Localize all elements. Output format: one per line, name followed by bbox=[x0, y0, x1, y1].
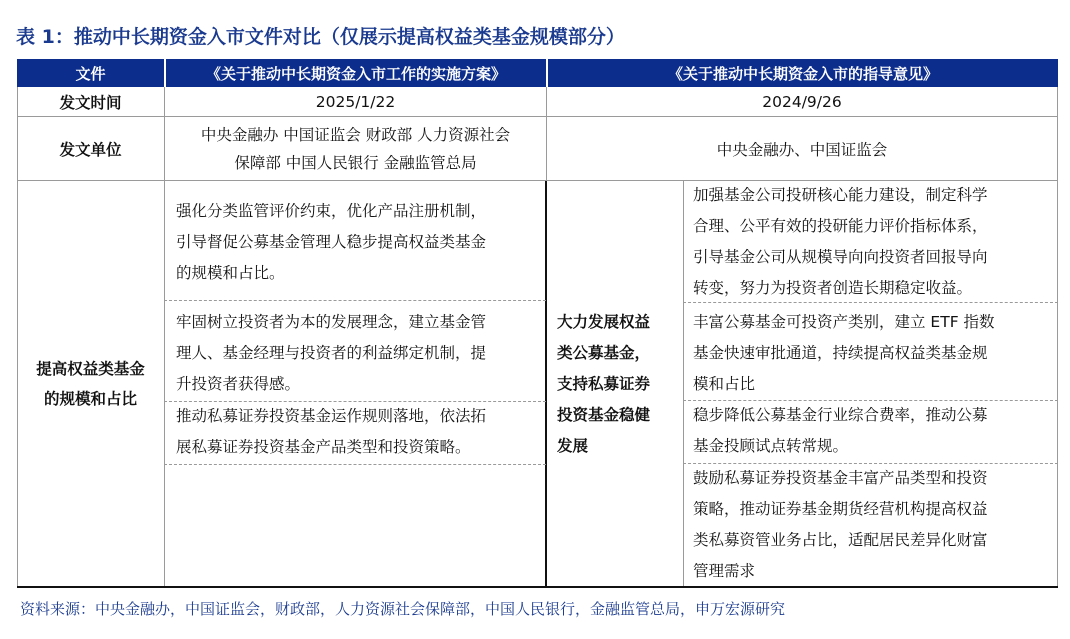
header-col-plan: 《关于推动中长期资金入市工作的实施方案》 bbox=[166, 59, 546, 87]
row-divider-dashed bbox=[164, 300, 546, 301]
plan-issuer-line: 中央金融办 中国证监会 财政部 人力资源社会 bbox=[200, 125, 511, 144]
row-divider-dashed bbox=[164, 464, 546, 465]
opinion-sublabel bbox=[557, 307, 677, 462]
source-note: 资料来源：中央金融办，中国证监会，财政部，人力资源社会保障部，中国人民银行，金融监管总局，申万宏源研究 bbox=[20, 600, 786, 618]
plan-item-2 bbox=[176, 307, 546, 400]
text-line: 理人、基金经理与投资者的利益绑定机制，提 bbox=[176, 344, 487, 362]
topic-label-line: 提高权益类基金 bbox=[36, 359, 145, 378]
header-col-opinion: 《关于推动中长期资金入市的指导意见》 bbox=[548, 59, 1058, 87]
text-line: 升投资者获得感。 bbox=[176, 375, 301, 393]
text-line: 强化分类监管评价约束，优化产品注册机制， bbox=[176, 202, 487, 220]
opinion-item-2 bbox=[693, 307, 1057, 400]
text-line: 稳步降低公募基金行业综合费率，推动公募 bbox=[693, 406, 988, 424]
opinion-item-4 bbox=[693, 463, 1057, 587]
row-label-topic bbox=[17, 181, 164, 586]
sublabel-line: 发展 bbox=[557, 437, 589, 455]
plan-item-1 bbox=[176, 196, 546, 289]
text-line: 引导督促公募基金管理人稳步提高权益类基金 bbox=[176, 233, 487, 251]
table-right-border bbox=[1057, 87, 1058, 587]
text-line: 转变，努力为投资者创造长期稳定收益。 bbox=[693, 279, 973, 297]
sublabel-line: 支持私募证券 bbox=[557, 375, 651, 393]
header-col-file: 文件 bbox=[17, 59, 164, 87]
text-line: 基金快速审批通道，持续提高权益类基金规 bbox=[693, 344, 988, 362]
text-line: 策略，推动证券基金期货经营机构提高权益 bbox=[693, 500, 988, 518]
plan-issuer bbox=[165, 117, 546, 180]
text-line: 模和占比 bbox=[693, 375, 756, 393]
text-line: 牢固树立投资者为本的发展理念，建立基金管 bbox=[176, 313, 487, 331]
topic-label-line: 的规模和占比 bbox=[43, 389, 137, 408]
text-line: 管理需求 bbox=[693, 562, 756, 580]
opinion-date: 2024/9/26 bbox=[762, 92, 842, 111]
text-line: 引导基金公司从规模导向向投资者回报导向 bbox=[693, 248, 988, 266]
text-line: 丰富公募基金可投资产类别，建立 ETF 指数 bbox=[693, 313, 995, 331]
text-line: 的规模和占比。 bbox=[176, 264, 285, 282]
text-line: 鼓励私募证券投资基金丰富产品类型和投资 bbox=[693, 469, 988, 487]
sublabel-line: 大力发展权益 bbox=[557, 313, 651, 331]
plan-item-3 bbox=[176, 401, 546, 463]
text-line: 基金投顾试点转常规。 bbox=[693, 437, 849, 455]
column-divider-3 bbox=[683, 180, 684, 587]
text-line: 类私募资管业务占比，适配居民差异化财富 bbox=[693, 531, 988, 549]
text-line: 合理、公平有效的投研能力评价指标体系， bbox=[693, 217, 988, 235]
plan-date: 2025/1/22 bbox=[315, 92, 396, 111]
text-line: 加强基金公司投研核心能力建设，制定科学 bbox=[693, 186, 988, 204]
sublabel-line: 投资基金稳健 bbox=[557, 406, 651, 424]
table-title: 表 1：推动中长期资金入市文件对比（仅展示提高权益类基金规模部分） bbox=[16, 26, 625, 48]
opinion-item-3 bbox=[693, 400, 1057, 462]
plan-issuer-line: 保障部 中国人民银行 金融监管总局 bbox=[234, 153, 477, 172]
row-label-issuer: 发文单位 bbox=[59, 140, 122, 159]
opinion-issuer: 中央金融办、中国证监会 bbox=[716, 140, 888, 159]
text-line: 展私募证券投资基金产品类型和投资策略。 bbox=[176, 438, 471, 456]
row-label-date: 发文时间 bbox=[59, 93, 122, 112]
opinion-item-1 bbox=[693, 180, 1057, 304]
text-line: 推动私募证券投资基金运作规则落地，依法拓 bbox=[176, 407, 487, 425]
sublabel-line: 类公募基金， bbox=[557, 344, 651, 362]
